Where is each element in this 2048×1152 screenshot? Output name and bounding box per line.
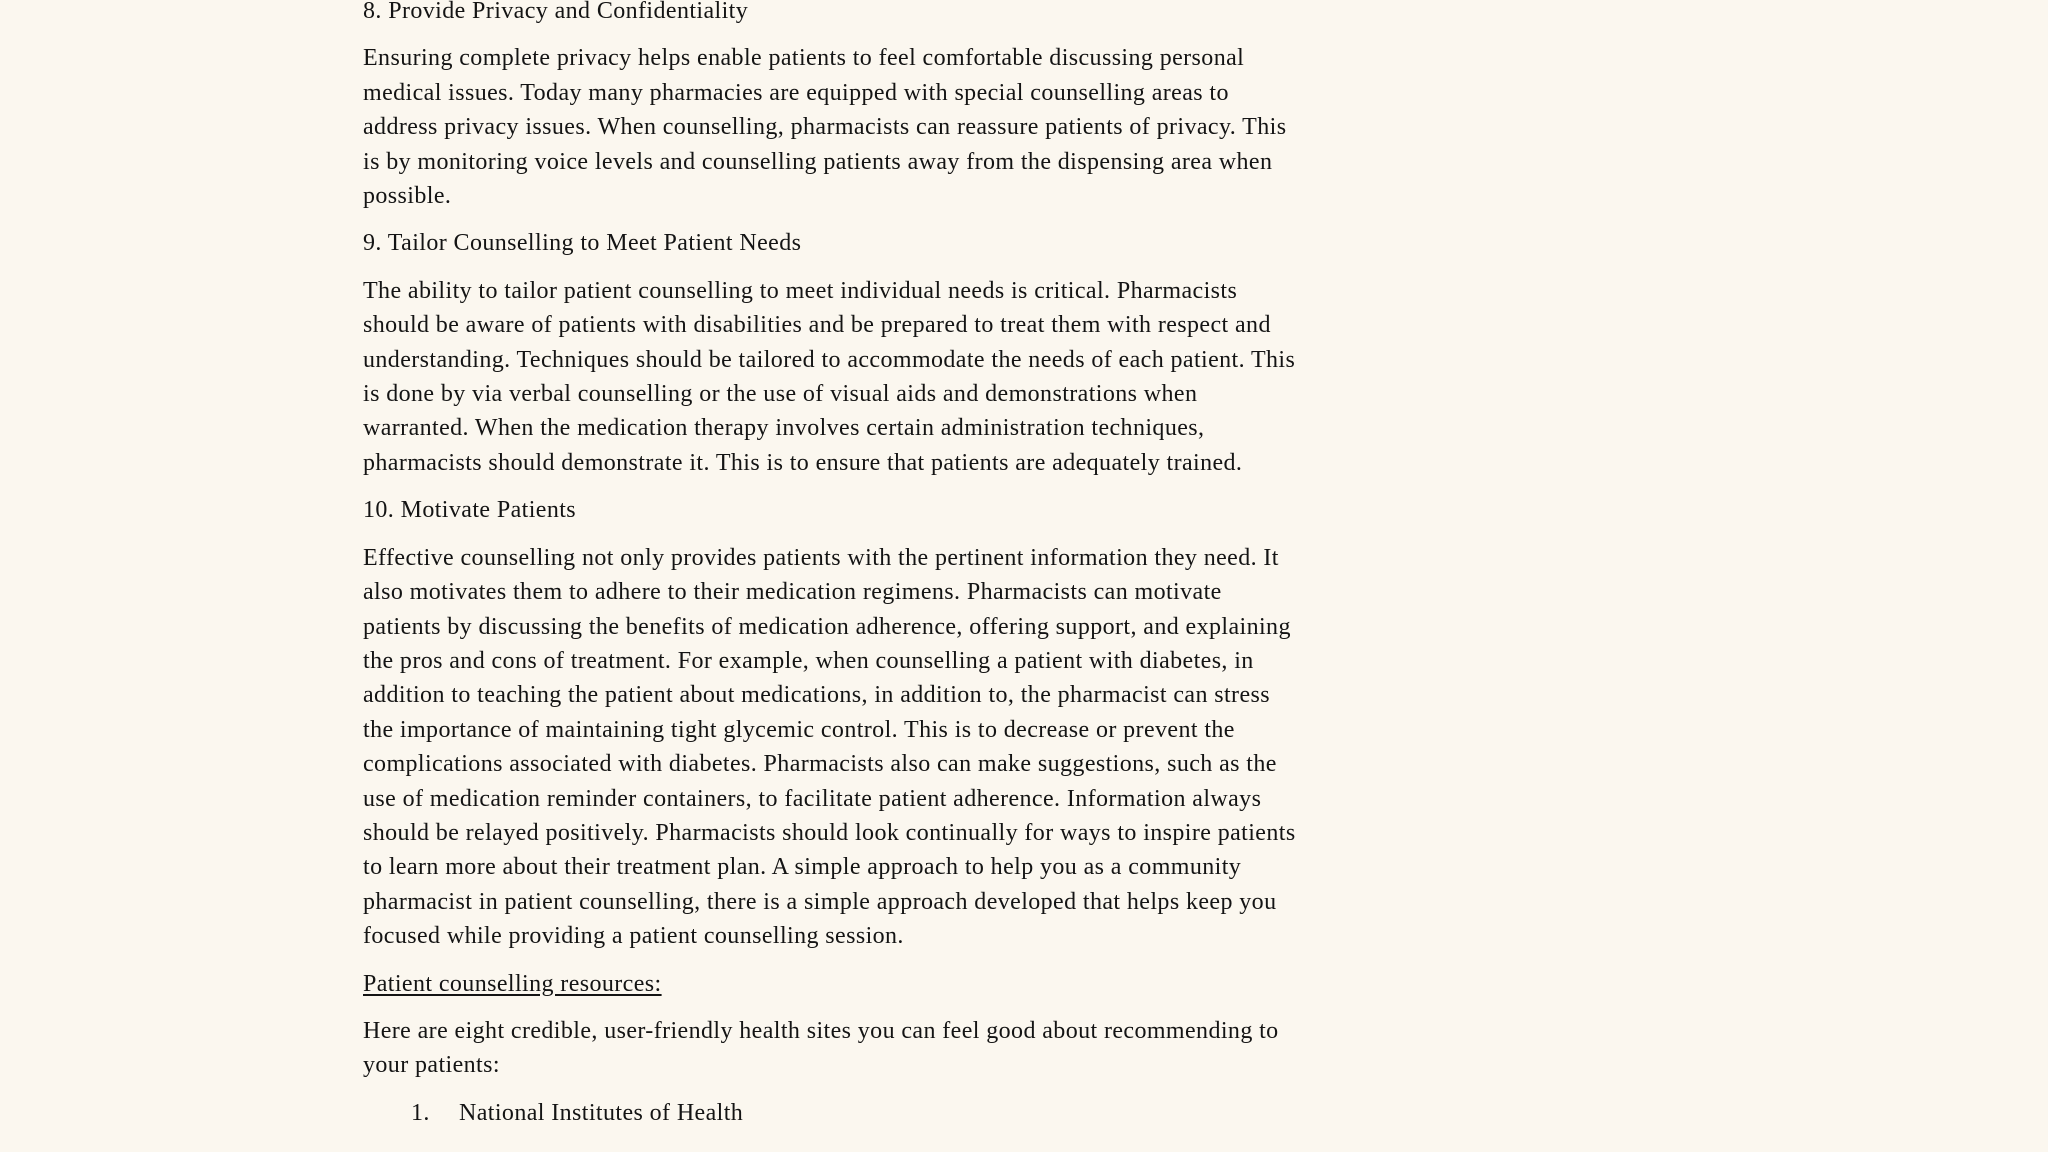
paragraph-line: focused while providing a patient counselling session. [363, 923, 904, 950]
paragraph-line: is by monitoring voice levels and counselling patients away from the dispensing area when [363, 148, 1273, 175]
document-body [363, 0, 1593, 1130]
paragraph-line: Here are eight credible, user-friendly health sites you can feel good about recommending to [363, 1017, 1279, 1044]
section-heading-motivate-patients: 10. Motivate Patients [363, 497, 577, 524]
paragraph-line: pharmacists should demonstrate it. This is to ensure that patients are adequately trained. [363, 449, 1243, 476]
paragraph-line: address privacy issues. When counselling, pharmacists can reassure patients of privacy. This [363, 114, 1287, 141]
paragraph-line: Effective counselling not only provides patients with the pertinent information they need. It [363, 544, 1279, 571]
paragraph-line: patients by discussing the benefits of medication adherence, offering support, and explaining [363, 613, 1291, 640]
list-item [363, 1096, 1593, 1130]
list-item-number: 1. [411, 1099, 430, 1126]
paragraph-line: also motivates them to adhere to their medication regimens. Pharmacists can motivate [363, 579, 1222, 606]
paragraph-line: possible. [363, 183, 452, 210]
section-heading-tailor-counselling: 9. Tailor Counselling to Meet Patient Needs [363, 230, 802, 257]
section-paragraph-motivate-patients [363, 541, 1593, 954]
paragraph-line: Ensuring complete privacy helps enable patients to feel comfortable discussing personal [363, 45, 1245, 72]
paragraph-line: use of medication reminder containers, to facilitate patient adherence. Information always [363, 785, 1262, 812]
paragraph-line: understanding. Techniques should be tailored to accommodate the needs of each patient. This [363, 346, 1296, 373]
paragraph-line: your patients: [363, 1052, 500, 1079]
paragraph-line: is done by via verbal counselling or the use of visual aids and demonstrations when [363, 381, 1198, 408]
paragraph-line: the pros and cons of treatment. For example, when counselling a patient with diabetes, in [363, 647, 1254, 674]
resources-list [363, 1096, 1593, 1130]
paragraph-line: complications associated with diabetes. Pharmacists also can make suggestions, such as the [363, 751, 1277, 778]
paragraph-line: to learn more about their treatment plan. A simple approach to help you as a community [363, 854, 1242, 881]
paragraph-line: The ability to tailor patient counselling to meet individual needs is critical. Pharmacists [363, 277, 1238, 304]
resources-heading: Patient counselling resources: [363, 970, 662, 997]
resources-intro [363, 1014, 1593, 1083]
list-item-label: National Institutes of Health [459, 1099, 744, 1126]
section-heading-privacy: 8. Provide Privacy and Confidentiality [363, 0, 749, 24]
paragraph-line: should be relayed positively. Pharmacists should look continually for ways to inspire patients [363, 819, 1296, 846]
paragraph-line: warranted. When the medication therapy involves certain administration techniques, [363, 415, 1205, 442]
paragraph-line: should be aware of patients with disabilities and be prepared to treat them with respect and [363, 312, 1271, 339]
section-paragraph-tailor-counselling [363, 274, 1593, 480]
paragraph-line: addition to teaching the patient about medications, in addition to, the pharmacist can stress [363, 682, 1270, 709]
paragraph-line: pharmacist in patient counselling, there is a simple approach developed that helps keep you [363, 888, 1277, 915]
paragraph-line: medical issues. Today many pharmacies are equipped with special counselling areas to [363, 79, 1229, 106]
paragraph-line: the importance of maintaining tight glycemic control. This is to decrease or prevent the [363, 716, 1235, 743]
section-paragraph-privacy [363, 41, 1593, 213]
